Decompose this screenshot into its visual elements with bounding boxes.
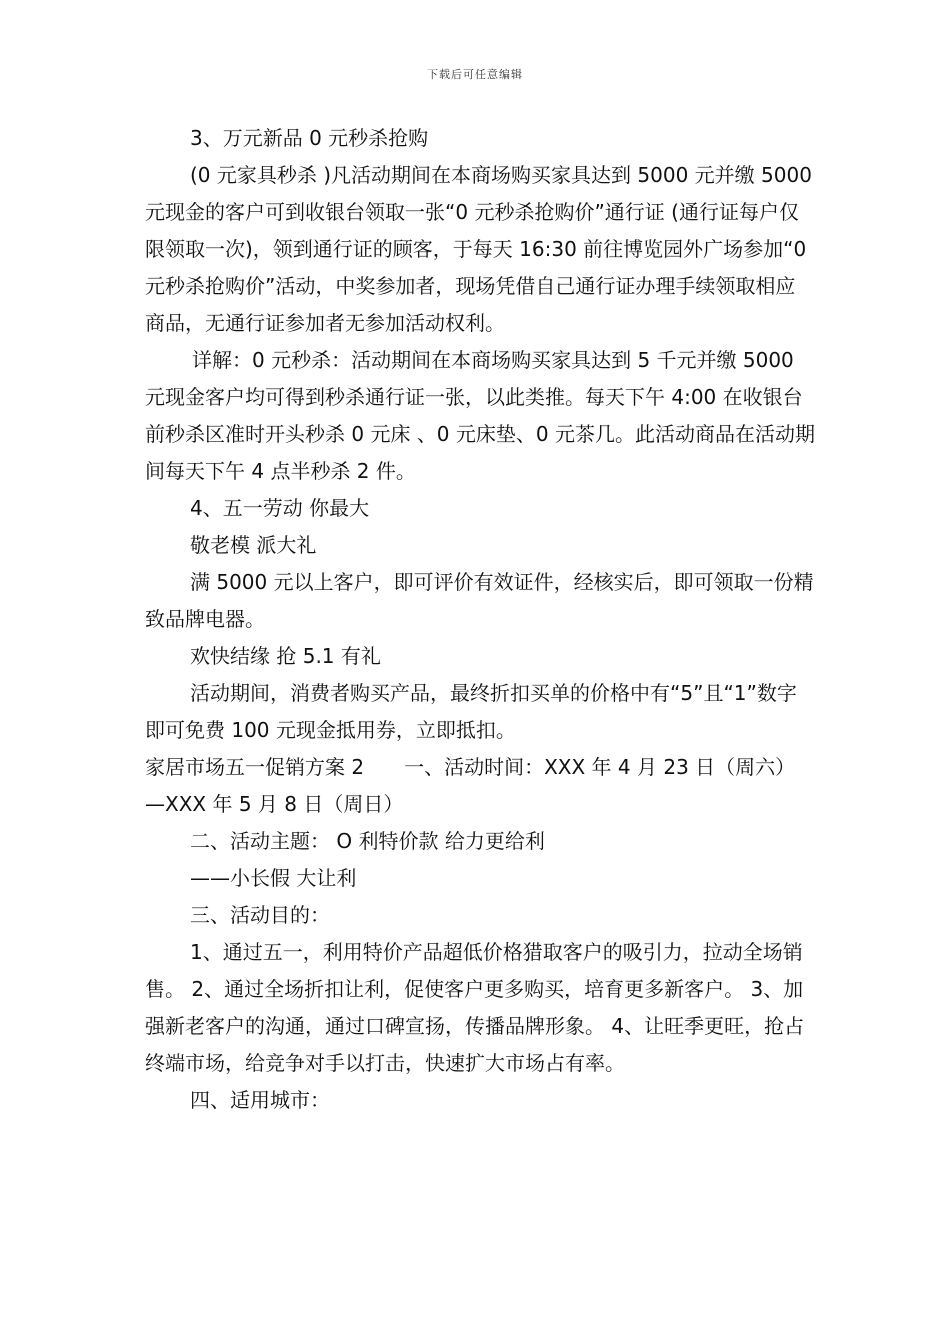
paragraph-coupon-rules: 活动期间，消费者购买产品，最终折扣买单的价格中有“5”且“1”数字即可免费 100 元现金抵用券，立即抵扣。 [145, 681, 797, 742]
subheading-gift: 敬老模 派大礼 [190, 533, 317, 557]
section-heading-theme: 二、活动主题： O 利特价款 给力更给利 [190, 829, 545, 853]
section-heading-goals: 三、活动目的： [190, 903, 330, 927]
section-heading-cities: 四、适用城市： [190, 1088, 330, 1112]
theme-subtitle: ——小长假 大让利 [190, 866, 357, 890]
section-heading-flash-sale: 3、万元新品 0 元秒杀抢购 [190, 126, 429, 150]
subheading-coupon: 欢快结缘 抢 5.1 有礼 [190, 644, 381, 668]
paragraph-goals: 1、通过五一，利用特价产品超低价格猎取客户的吸引力，拉动全场销售。 2、通过全场折扣让利，促使客户更多购买，培育更多新客户。 3、加强新老客户的沟通，通过口碑宣扬，传播品牌形象。 4、让旺季更旺，抢占终端市场，给竞争对手以打击，快速扩大市场占有率。 [145, 940, 805, 1075]
page-header: 下载后可任意编辑 [427, 68, 523, 81]
section-heading-labor-day: 4、五一劳动 你最大 [190, 496, 370, 520]
paragraph-plan-2-time: 家居市场五一促销方案 2 一、活动时间：XXX 年 4 月 23 日（周六）—XXX 年 5 月 8 日（周日） [145, 755, 796, 816]
paragraph-flash-sale-details: 详解：0 元秒杀：活动期间在本商场购买家具达到 5 千元并缴 5000 元现金客户均可得到秒杀通行证一张，以此类推。每天下午 4:00 在收银台前秒杀区准时开头秒杀 0 元床 、0 元床垫、0 元茶几。此活动商品在活动期间每天下午 4 点半秒杀 2 件。 [145, 348, 815, 483]
paragraph-flash-sale-rules: (0 元家具秒杀 )凡活动期间在本商场购买家具达到 5000 元并缴 5000 元现金的客户可到收银台领取一张“0 元秒杀抢购价”通行证 (通行证每户仅限领取一次)，领到通行证的顾客，于每天 16:30 前往博览园外广场参加“0 元秒杀抢购价”活动，中奖参加者，现场凭借自己通行证办理手续领取相应商品，无通行证参加者无参加活动权利。 [145, 163, 819, 335]
paragraph-gift-rules: 满 5000 元以上客户，即可评价有效证件，经核实后，即可领取一份精致品牌电器。 [145, 570, 814, 631]
document-body [145, 120, 819, 1119]
